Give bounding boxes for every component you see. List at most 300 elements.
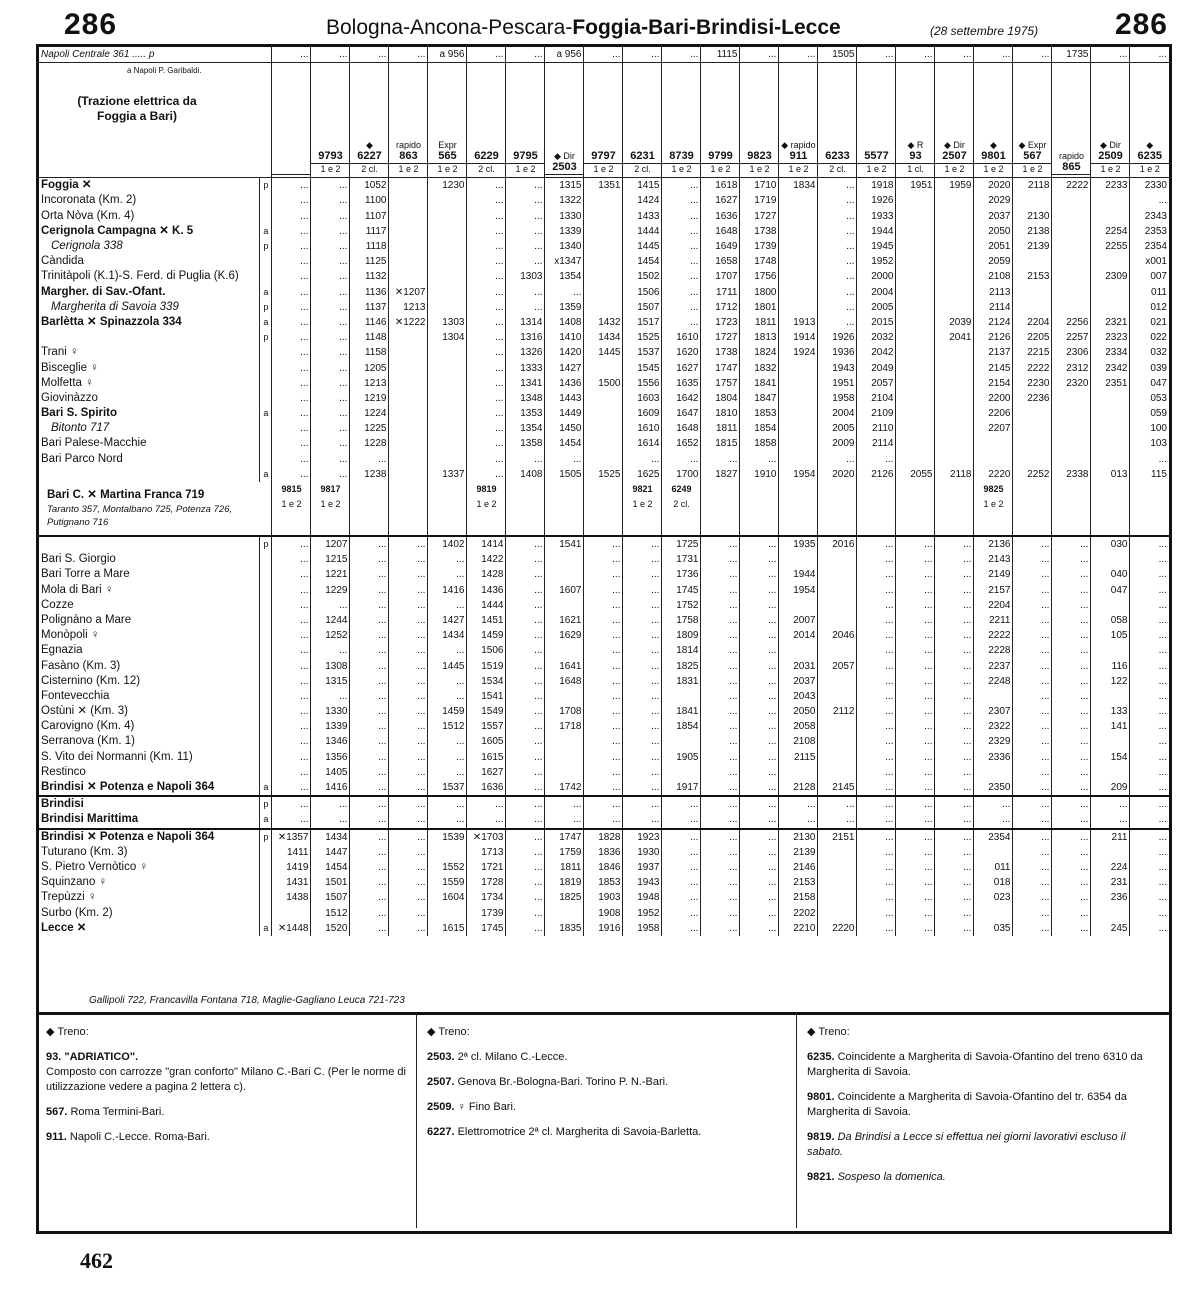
time-cell: 1451 — [467, 613, 506, 628]
time-cell: 1930 — [623, 845, 662, 860]
time-cell — [1091, 300, 1130, 315]
edition-date: (28 settembre 1975) — [930, 24, 1039, 38]
time-cell: 1811 — [701, 421, 740, 436]
time-cell: ... — [389, 598, 428, 613]
time-cell: 1627 — [662, 360, 701, 375]
arr-dep-marker — [260, 719, 272, 734]
time-cell: 2139 — [779, 845, 818, 860]
time-cell: ... — [272, 765, 311, 780]
time-cell: ... — [272, 812, 311, 828]
train-header — [896, 63, 935, 178]
time-cell: 2222 — [974, 628, 1013, 643]
train-annotation: ◆ Dir — [554, 151, 575, 162]
time-cell: 1224 — [350, 406, 389, 421]
time-cell — [896, 285, 935, 300]
time-cell: ... — [506, 674, 545, 689]
time-cell: ... — [272, 780, 311, 796]
time-cell: 1230 — [428, 178, 467, 194]
station-name: Càndida — [41, 255, 84, 268]
time-cell: ... — [896, 890, 935, 905]
time-cell: 2114 — [974, 300, 1013, 315]
time-cell: 1635 — [662, 376, 701, 391]
time-cell: ... — [467, 300, 506, 315]
time-cell: 1825 — [662, 658, 701, 673]
train-annotation: ◆ R — [907, 140, 924, 151]
time-cell: ... — [1013, 734, 1052, 749]
time-cell: 2236 — [1013, 391, 1052, 406]
time-cell: 1923 — [623, 829, 662, 845]
time-cell: 1834 — [779, 178, 818, 194]
time-cell: 1340 — [545, 239, 584, 254]
time-cell — [1091, 436, 1130, 451]
time-cell: ... — [506, 178, 545, 194]
time-cell: 1427 — [428, 613, 467, 628]
time-cell: ... — [818, 209, 857, 224]
time-cell: ... — [272, 391, 311, 406]
time-cell — [545, 905, 584, 920]
time-cell: ... — [740, 860, 779, 875]
time-cell: ... — [1013, 796, 1052, 812]
time-cell: ... — [272, 421, 311, 436]
time-cell: 1825 — [545, 890, 584, 905]
time-cell: ... — [623, 719, 662, 734]
time-cell: 1819 — [545, 875, 584, 890]
time-cell: 2128 — [779, 780, 818, 796]
time-cell: ... — [662, 796, 701, 812]
train-start-cell — [662, 482, 701, 536]
time-cell: ... — [311, 178, 350, 194]
train-class — [272, 174, 310, 175]
time-cell: ... — [311, 254, 350, 269]
train-header — [545, 63, 584, 178]
time-cell: 1738 — [740, 224, 779, 239]
time-cell: ... — [506, 765, 545, 780]
notes-column-2 — [416, 1015, 796, 1228]
time-cell: 1642 — [662, 391, 701, 406]
timetable-row — [39, 583, 1169, 598]
time-cell: ... — [701, 583, 740, 598]
time-cell: 1434 — [428, 628, 467, 643]
table-number-right: 286 — [1114, 8, 1168, 41]
time-cell: ... — [857, 628, 896, 643]
timetable-row — [39, 254, 1169, 269]
time-cell: ... — [1013, 750, 1052, 765]
time-cell: ... — [935, 674, 974, 689]
time-cell: 2114 — [857, 436, 896, 451]
time-cell: 1445 — [623, 239, 662, 254]
train-number: 911 — [789, 150, 808, 163]
time-cell: 1918 — [857, 178, 896, 194]
time-cell: ... — [896, 812, 935, 828]
time-cell: ... — [467, 254, 506, 269]
train-start-cell — [1130, 482, 1169, 536]
time-cell — [584, 406, 623, 421]
time-cell — [545, 689, 584, 704]
station-name: Bari S. Spirito — [41, 407, 118, 420]
time-cell: 1727 — [701, 330, 740, 345]
time-cell: ... — [896, 704, 935, 719]
time-cell: ... — [740, 704, 779, 719]
time-cell: 2321 — [1091, 315, 1130, 330]
time-cell: 2136 — [974, 536, 1013, 552]
time-cell — [779, 598, 818, 613]
time-cell: 2146 — [779, 860, 818, 875]
time-cell: 1549 — [467, 704, 506, 719]
timetable-row — [39, 875, 1169, 890]
train-start-cell — [974, 482, 1013, 536]
train-number: 9795 — [513, 150, 538, 163]
time-cell: ... — [740, 643, 779, 658]
time-cell: 1118 — [350, 239, 389, 254]
time-cell: 1747 — [545, 829, 584, 845]
time-cell: ... — [584, 47, 623, 63]
time-cell: 047 — [1130, 376, 1169, 391]
time-cell: ... — [1052, 921, 1091, 936]
time-cell: 2051 — [974, 239, 1013, 254]
time-cell: ... — [272, 536, 311, 552]
train-start-cell — [389, 482, 428, 536]
time-cell: 1505 — [545, 467, 584, 482]
time-cell: ... — [272, 285, 311, 300]
time-cell: 2205 — [1013, 330, 1052, 345]
time-cell: 2050 — [974, 224, 1013, 239]
time-cell: ... — [272, 330, 311, 345]
time-cell: ... — [506, 829, 545, 845]
time-cell: ... — [311, 376, 350, 391]
time-cell: ... — [857, 704, 896, 719]
time-cell: 1052 — [350, 178, 389, 194]
time-cell: 2118 — [1013, 178, 1052, 194]
time-cell — [974, 845, 1013, 860]
time-cell — [818, 860, 857, 875]
time-cell: ... — [272, 643, 311, 658]
time-cell — [935, 360, 974, 375]
time-cell: ... — [701, 689, 740, 704]
time-cell — [428, 345, 467, 360]
time-cell: ... — [584, 750, 623, 765]
station-name: Orta Nòva (Km. 4) — [41, 209, 135, 222]
time-cell: 1436 — [467, 583, 506, 598]
time-cell: 1800 — [740, 285, 779, 300]
time-cell: ... — [584, 765, 623, 780]
time-cell: ... — [935, 860, 974, 875]
time-cell — [1091, 765, 1130, 780]
time-cell: 1752 — [662, 598, 701, 613]
timetable-row — [39, 330, 1169, 345]
time-cell: ... — [467, 178, 506, 194]
time-cell: ... — [311, 300, 350, 315]
time-cell: ... — [896, 860, 935, 875]
time-cell: ... — [389, 905, 428, 920]
time-cell — [428, 421, 467, 436]
time-cell: 1316 — [506, 330, 545, 345]
time-cell: ... — [935, 719, 974, 734]
time-cell: ... — [311, 467, 350, 482]
time-cell: ... — [350, 860, 389, 875]
time-cell: 1137 — [350, 300, 389, 315]
train-number: 865 — [1062, 161, 1081, 174]
time-cell: ... — [506, 598, 545, 613]
time-cell: ... — [272, 269, 311, 284]
time-cell: ... — [935, 598, 974, 613]
time-cell: ... — [935, 567, 974, 582]
timetable-row — [39, 860, 1169, 875]
time-cell: 1505 — [818, 47, 857, 63]
time-cell: 1648 — [701, 224, 740, 239]
station-name: Barlètta ✕ Spinazzola 334 — [41, 315, 182, 328]
time-cell: ... — [896, 875, 935, 890]
time-cell: ... — [350, 583, 389, 598]
time-cell: 1811 — [545, 860, 584, 875]
timetable-row — [39, 905, 1169, 920]
time-cell: ... — [350, 452, 389, 467]
time-cell — [779, 391, 818, 406]
time-cell: ... — [974, 47, 1013, 63]
arr-dep-marker — [260, 905, 272, 920]
time-cell — [1091, 406, 1130, 421]
time-cell: 1341 — [506, 376, 545, 391]
time-cell: 1604 — [428, 890, 467, 905]
time-cell: ... — [272, 567, 311, 582]
time-cell: ... — [1052, 689, 1091, 704]
time-cell: 2211 — [974, 613, 1013, 628]
time-cell — [896, 330, 935, 345]
time-cell: ... — [506, 845, 545, 860]
time-cell: ... — [506, 193, 545, 208]
time-cell: 1339 — [545, 224, 584, 239]
time-cell: ... — [623, 704, 662, 719]
time-cell — [545, 750, 584, 765]
time-cell: ... — [701, 628, 740, 643]
time-cell: ... — [272, 734, 311, 749]
time-cell: 2202 — [779, 905, 818, 920]
time-cell: ... — [857, 750, 896, 765]
time-cell: ... — [389, 613, 428, 628]
train-number: 6249 — [671, 483, 692, 494]
time-cell: ... — [1052, 598, 1091, 613]
time-cell — [389, 360, 428, 375]
time-cell: 2109 — [857, 406, 896, 421]
time-cell: 1552 — [428, 860, 467, 875]
time-cell: 1346 — [311, 734, 350, 749]
time-cell: x001 — [1130, 254, 1169, 269]
time-cell — [935, 300, 974, 315]
timetable-row — [39, 224, 1169, 239]
time-cell: ... — [740, 598, 779, 613]
time-cell: ... — [350, 658, 389, 673]
time-cell: 1944 — [779, 567, 818, 582]
time-cell — [1091, 689, 1130, 704]
time-cell: 245 — [1091, 921, 1130, 936]
time-cell: ... — [740, 780, 779, 796]
time-cell — [428, 905, 467, 920]
time-cell: ... — [272, 452, 311, 467]
time-cell: ... — [623, 796, 662, 812]
time-cell: ... — [389, 719, 428, 734]
time-cell: ... — [584, 780, 623, 796]
train-class — [545, 174, 583, 175]
time-cell: ... — [389, 845, 428, 860]
time-cell — [1052, 254, 1091, 269]
time-cell: ... — [467, 330, 506, 345]
station-name: Brindisi ✕ Potenza e Napoli 364 — [39, 829, 260, 845]
time-cell: 2143 — [974, 552, 1013, 567]
time-cell — [1052, 209, 1091, 224]
time-cell: ... — [1013, 845, 1052, 860]
time-cell: ... — [896, 719, 935, 734]
time-cell: ... — [428, 812, 467, 828]
train-start-cell — [935, 482, 974, 536]
time-cell: ... — [701, 875, 740, 890]
time-cell: 1614 — [623, 436, 662, 451]
time-cell: ... — [623, 583, 662, 598]
time-cell: 1910 — [740, 467, 779, 482]
time-cell — [428, 300, 467, 315]
time-cell: ... — [506, 209, 545, 224]
time-cell — [1013, 436, 1052, 451]
arr-dep-marker: a — [260, 921, 272, 936]
station-name: Egnazia — [41, 644, 83, 657]
time-cell: 1146 — [350, 315, 389, 330]
time-cell: ... — [935, 829, 974, 845]
arr-dep-marker — [260, 704, 272, 719]
train-header — [350, 63, 389, 178]
time-cell: ... — [1130, 765, 1169, 780]
time-cell: ... — [701, 860, 740, 875]
station-name: Fasàno (Km. 3) — [41, 659, 121, 672]
time-cell: ... — [428, 750, 467, 765]
time-cell: ... — [1013, 719, 1052, 734]
time-cell: ... — [1130, 921, 1169, 936]
time-cell: 1908 — [584, 905, 623, 920]
time-cell — [389, 269, 428, 284]
time-cell: 2210 — [779, 921, 818, 936]
time-cell — [1013, 452, 1052, 467]
time-cell: 1537 — [428, 780, 467, 796]
arr-dep-marker: a — [260, 812, 272, 828]
timetable-row — [39, 269, 1169, 284]
timetable-row — [39, 391, 1169, 406]
time-cell: ... — [818, 178, 857, 194]
time-cell — [896, 193, 935, 208]
time-cell: ... — [389, 829, 428, 845]
time-cell: 2215 — [1013, 345, 1052, 360]
train-header — [779, 63, 818, 178]
time-cell: 1315 — [545, 178, 584, 194]
time-cell: 2137 — [974, 345, 1013, 360]
arr-dep-marker — [260, 452, 272, 467]
time-cell: 2307 — [974, 704, 1013, 719]
time-cell — [896, 224, 935, 239]
time-cell: 2104 — [857, 391, 896, 406]
time-cell: 011 — [974, 860, 1013, 875]
time-cell: ... — [1130, 47, 1169, 63]
time-cell: ... — [857, 921, 896, 936]
time-cell: ... — [857, 796, 896, 812]
time-cell: ... — [1052, 829, 1091, 845]
time-cell: 2126 — [974, 330, 1013, 345]
time-cell: 2041 — [935, 330, 974, 345]
arr-dep-marker — [260, 567, 272, 582]
time-cell: ... — [857, 452, 896, 467]
time-cell: 1459 — [467, 628, 506, 643]
time-cell: ... — [350, 567, 389, 582]
train-number: 9817 — [320, 483, 341, 494]
time-cell: 1132 — [350, 269, 389, 284]
time-cell: ... — [584, 689, 623, 704]
time-cell: 1841 — [740, 376, 779, 391]
time-cell — [896, 300, 935, 315]
time-cell: 1500 — [584, 376, 623, 391]
time-cell: 1926 — [818, 330, 857, 345]
time-cell: ... — [272, 583, 311, 598]
time-cell — [1013, 406, 1052, 421]
time-cell: 2138 — [1013, 224, 1052, 239]
traction-note: (Trazione elettrica da Foggia a Bari) — [77, 94, 197, 124]
time-cell: 1943 — [623, 875, 662, 890]
time-cell: 2029 — [974, 193, 1013, 208]
time-cell: ... — [857, 860, 896, 875]
timetable-row — [39, 674, 1169, 689]
time-cell — [779, 376, 818, 391]
timetable-row — [39, 193, 1169, 208]
time-cell: 039 — [1130, 360, 1169, 375]
time-cell: ... — [506, 689, 545, 704]
time-cell — [1091, 845, 1130, 860]
timetable-row — [39, 643, 1169, 658]
time-cell: 1736 — [662, 567, 701, 582]
time-cell — [389, 436, 428, 451]
time-cell: ... — [935, 875, 974, 890]
time-cell: 2050 — [779, 704, 818, 719]
time-cell: ... — [623, 47, 662, 63]
time-cell: ... — [1052, 704, 1091, 719]
time-cell: ... — [389, 734, 428, 749]
time-cell: ... — [935, 780, 974, 796]
time-cell: 1215 — [311, 552, 350, 567]
arr-dep-marker — [260, 674, 272, 689]
time-cell: ... — [350, 734, 389, 749]
train-header — [1052, 63, 1091, 178]
arr-dep-marker — [260, 209, 272, 224]
time-cell: 1735 — [1052, 47, 1091, 63]
time-cell: ... — [1052, 567, 1091, 582]
time-cell: ... — [857, 845, 896, 860]
time-cell: ... — [701, 890, 740, 905]
time-cell: ... — [428, 567, 467, 582]
time-cell: 1629 — [545, 628, 584, 643]
time-cell: 1648 — [662, 421, 701, 436]
time-cell — [1091, 209, 1130, 224]
time-cell: ... — [623, 628, 662, 643]
time-cell: 2015 — [857, 315, 896, 330]
time-cell: ... — [857, 643, 896, 658]
time-cell: 1723 — [701, 315, 740, 330]
time-cell: ... — [311, 598, 350, 613]
time-cell — [545, 765, 584, 780]
time-cell: ... — [662, 224, 701, 239]
time-cell: 1447 — [311, 845, 350, 860]
time-cell: ... — [350, 643, 389, 658]
time-cell: ... — [740, 628, 779, 643]
time-cell: 1348 — [506, 391, 545, 406]
time-cell: ... — [545, 452, 584, 467]
time-cell: ... — [389, 921, 428, 936]
time-cell: ... — [350, 905, 389, 920]
time-cell: 1449 — [545, 406, 584, 421]
time-cell: ... — [311, 239, 350, 254]
time-cell: ... — [623, 598, 662, 613]
